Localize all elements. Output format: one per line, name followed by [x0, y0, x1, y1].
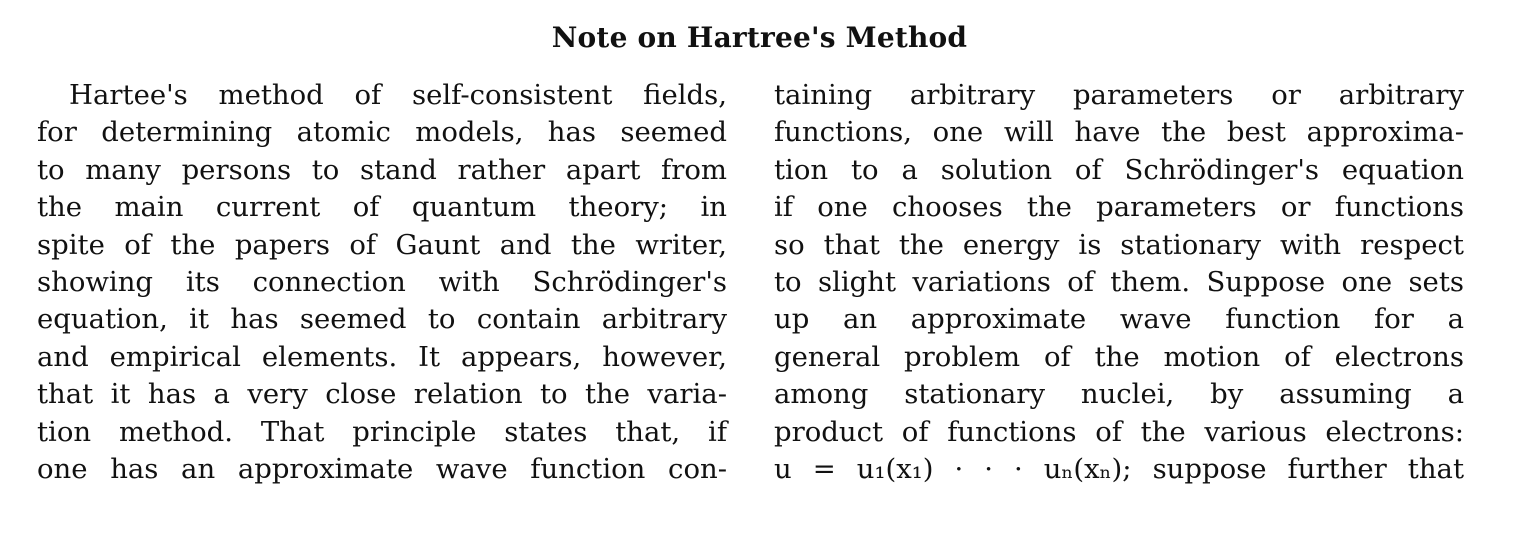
text-line: taining arbitrary parameters or arbitrary	[774, 79, 1464, 111]
text-line: for determining atomic models, has seemed	[37, 116, 727, 149]
text-line: general problem of the motion of electrons	[774, 340, 1464, 373]
text-line: to slight variations of them. Suppose one sets	[774, 265, 1464, 298]
text-line: that it has a very close relation to the varia-	[37, 378, 727, 411]
text-line: one has an approximate wave function con-	[37, 452, 727, 485]
text-line: Hartee's method of self-consistent fields,	[69, 79, 727, 111]
text-line: and empirical elements. It appears, however,	[37, 340, 727, 373]
text-line: product of functions of the various electrons:	[774, 415, 1464, 448]
text-line: functions, one will have the best approxima-	[774, 116, 1464, 149]
text-line: if one chooses the parameters or functions	[774, 191, 1464, 224]
article-title: Note on Hartree's Method	[551, 21, 968, 54]
text-line: so that the energy is stationary with respect	[774, 228, 1464, 261]
text-line: tion method. That principle states that, if	[37, 415, 727, 448]
text-line: among stationary nuclei, by assuming a	[774, 378, 1464, 411]
text-line: up an approximate wave function for a	[774, 303, 1464, 336]
right-column	[774, 77, 1464, 488]
equation-line: u = u₁(x₁) · · · uₙ(xₙ); suppose further that	[774, 452, 1464, 485]
text-line: showing its connection with Schrödinger's	[37, 265, 727, 298]
text-line: spite of the papers of Gaunt and the writer,	[37, 228, 727, 261]
text-line: the main current of quantum theory; in	[37, 191, 727, 224]
text-line: tion to a solution of Schrödinger's equation	[774, 153, 1464, 186]
text-line: equation, it has seemed to contain arbitrary	[37, 303, 727, 336]
left-column	[37, 77, 727, 488]
text-line: to many persons to stand rather apart from	[37, 153, 727, 186]
